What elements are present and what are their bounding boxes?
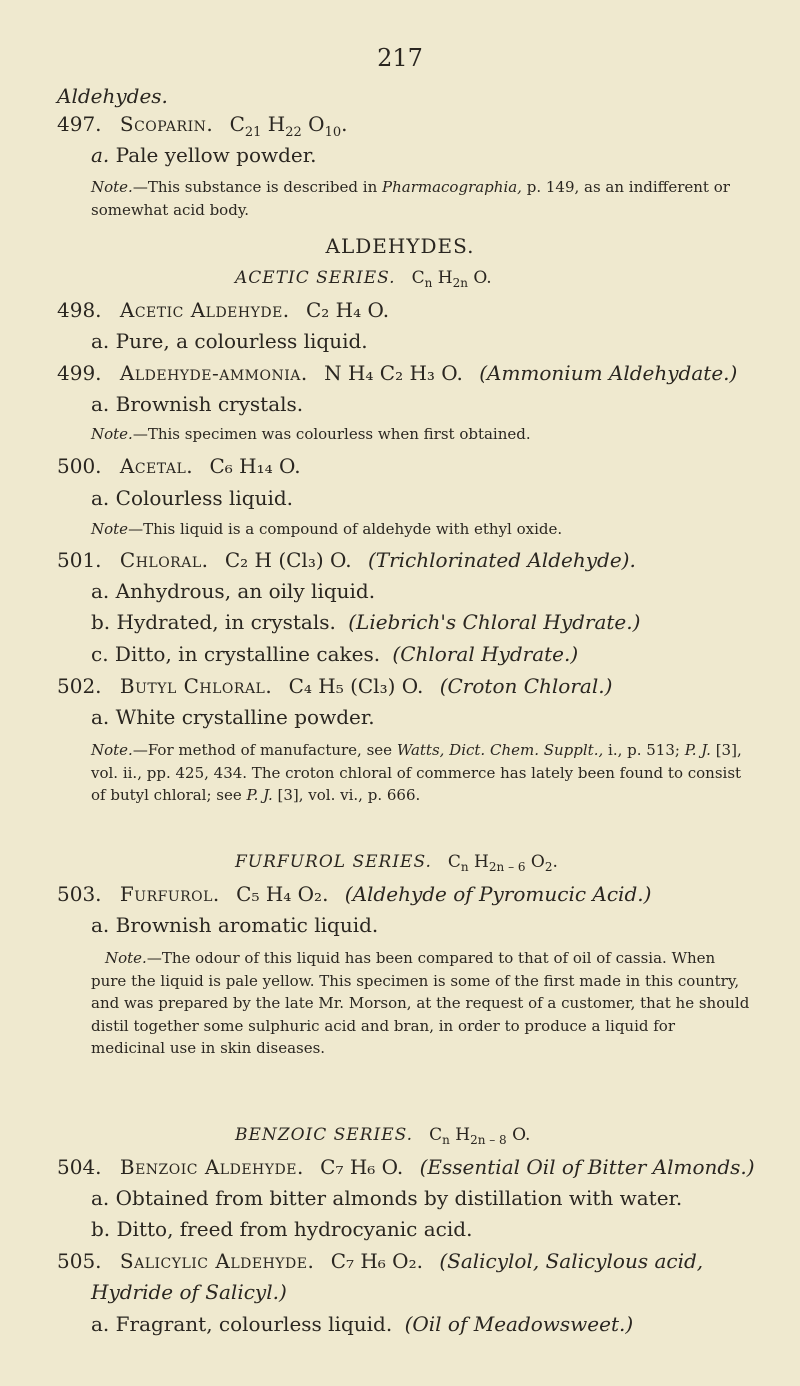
entry-formula: $C_{21}$ $H_{22}$ $O_{10}$.	[229, 112, 348, 140]
entry-number: 497.	[57, 112, 102, 136]
entry-498-heading: 498. Acetic Aldehyde. C₂ H₄ O.	[57, 298, 390, 322]
entry-505-item-a: a. Fragrant, colourless liquid. (Oil of Meadowsweet.)	[91, 1312, 634, 1336]
entry-503-heading: 503. Furfurol. C₅ H₄ O₂. (Aldehyde of Pyromucic Acid.)	[57, 882, 652, 906]
entry-501-item-a: a. Anhydrous, an oily liquid.	[91, 579, 376, 603]
series-heading-benzoic: BENZOIC SERIES. $C_n$ $H_{2n - 8}$ O.	[235, 1125, 531, 1147]
entry-498-item-a: a. Pure, a colourless liquid.	[91, 329, 368, 353]
entry-499-heading: 499. Aldehyde-ammonia. N H₄ C₂ H₃ O. (Ammonium Aldehydate.)	[57, 361, 738, 385]
entry-504-item-a: a. Obtained from bitter almonds by distillation with water.	[91, 1186, 683, 1210]
entry-497-item-a: a. Pale yellow powder.	[91, 143, 317, 167]
series-heading-acetic: ACETIC SERIES. $C_n$ $H_{2n}$ O.	[235, 268, 492, 290]
entry-501-item-b: b. Hydrated, in crystals. (Liebrich's Chloral Hydrate.)	[91, 610, 641, 634]
page-number: 217	[377, 44, 423, 72]
entry-500-heading: 500. Acetal. C₆ H₁₄ O.	[57, 454, 301, 478]
entry-502-heading: 502. Butyl Chloral. C₄ H₅ (Cl₃) O. (Croton Chloral.)	[57, 674, 613, 698]
entry-504-heading: 504. Benzoic Aldehyde. C₇ H₆ O. (Essential Oil of Bitter Almonds.)	[57, 1155, 755, 1179]
entry-502-note: Note.—For method of manufacture, see Watts, Dict. Chem. Supplt., i., p. 513; P. J. [3], vol. ii., pp. 425, 434. The croton chloral of commerce has lately been found to consist of butyl chloral; see P. J. [3], vol. vi., p. 666.	[91, 741, 742, 804]
entry-502-item-a: a. White crystalline powder.	[91, 705, 375, 729]
entry-499-note: Note.—This specimen was colourless when first obtained.	[91, 425, 531, 443]
section-title: ALDEHYDES.	[325, 234, 475, 258]
entry-501-heading: 501. Chloral. C₂ H (Cl₃) O. (Trichlorinated Aldehyde).	[57, 548, 636, 572]
entry-497-heading	[57, 112, 347, 140]
entry-497-note: Note.—This substance is described in Pharmacographia, p. 149, as an indifferent or somewhat acid body.	[91, 178, 730, 219]
entry-500-item-a: a. Colourless liquid.	[91, 486, 294, 510]
entry-501-item-c: c. Ditto, in crystalline cakes. (Chloral Hydrate.)	[91, 642, 579, 666]
entry-500-note: Note—This liquid is a compound of aldehyde with ethyl oxide.	[91, 520, 563, 538]
entry-499-item-a: a. Brownish crystals.	[91, 392, 304, 416]
entry-503-note: Note.—The odour of this liquid has been compared to that of oil of cassia. When pure the liquid is pale yellow. This specimen is some of the first made in this country, and was prepared by the late Mr. Morson, at the request of a customer, that he should distil together some sulphuric acid and bran, in order to produce a liquid for medicinal use in skin diseases.	[91, 949, 750, 1057]
entry-505-alias-cont: Hydride of Salicyl.)	[91, 1280, 287, 1304]
entry-503-item-a: a. Brownish aromatic liquid.	[91, 913, 379, 937]
series-heading-furfurol: FURFUROL SERIES. $C_n$ $H_{2n - 6}$ $O_2$.	[235, 852, 558, 874]
entry-504-item-b: b. Ditto, freed from hydrocyanic acid.	[91, 1217, 473, 1241]
running-head: Aldehydes.	[57, 84, 168, 108]
entry-name: Scoparin.	[119, 112, 214, 136]
entry-505-heading: 505. Salicylic Aldehyde. C₇ H₆ O₂. (Salicylol, Salicylous acid,	[57, 1249, 704, 1273]
